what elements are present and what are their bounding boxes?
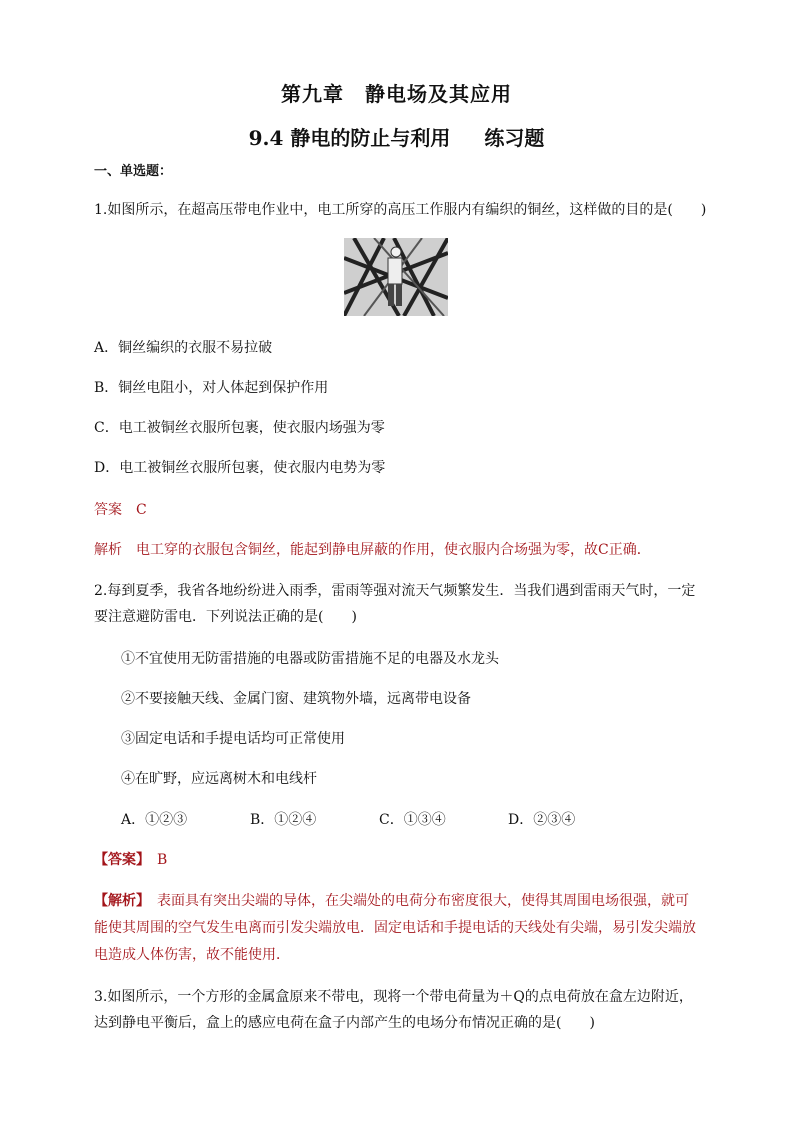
lesson-title xyxy=(0,122,793,151)
q2-stem-1: 2.每到夏季，我省各地纷纷进入雨季，雷雨等强对流天气频繁发生．当我们遇到雷雨天气时，一定 xyxy=(94,583,696,599)
q1-option-c: C．电工被铜丝衣服所包裹，使衣服内场强为零 xyxy=(94,420,385,436)
q2-item-3: ③固定电话和手提电话均可正常使用 xyxy=(121,731,345,747)
q1-answer xyxy=(94,500,147,520)
q2-option-c: C．①③④ xyxy=(379,812,446,828)
q2-options xyxy=(121,810,637,830)
q2-stem-2: 要注意避防雷电．下列说法正确的是( ) xyxy=(94,609,357,625)
q2-option-a: A．①②③ xyxy=(121,812,188,828)
q1-analysis-text: 电工穿的衣服包含铜丝，能起到静电屏蔽的作用，使衣服内合场强为零，故C正确． xyxy=(136,542,651,558)
q3-stem-2: 达到静电平衡后，盒上的感应电荷在盒子内部产生的电场分布情况正确的是( ) xyxy=(94,1015,595,1031)
q3-stem-1: 3.如图所示，一个方形的金属盒原来不带电，现将一个带电荷量为＋Q的点电荷放在盒左边附近， xyxy=(94,989,693,1005)
lesson-suffix: 练习题 xyxy=(484,126,545,150)
q2-analysis-2: 能使其周围的空气发生电离而引发尖端放电．固定电话和手提电话的天线处有尖端，易引发尖端放 xyxy=(94,920,696,936)
q2-option-d: D．②③④ xyxy=(508,812,576,828)
q2-answer xyxy=(94,850,167,870)
q2-option-b: B．①②④ xyxy=(250,812,317,828)
q1-stem: 1.如图所示，在超高压带电作业中，电工所穿的高压工作服内有编织的铜丝，这样做的目的是( ) xyxy=(94,202,707,218)
q1-option-b: B．铜丝电阻小，对人体起到保护作用 xyxy=(94,380,329,396)
lesson-number: 9.4 静电的防止与利用 xyxy=(248,126,451,150)
q2-answer-value: B xyxy=(157,852,168,868)
q2-analysis-1 xyxy=(94,891,689,911)
q2-analysis-label: 【解析】 xyxy=(94,893,143,909)
q1-answer-label: 答案 xyxy=(94,502,122,518)
q2-item-4: ④在旷野，应远离树木和电线杆 xyxy=(121,771,317,787)
q2-answer-label: 【答案】 xyxy=(94,852,143,868)
q1-answer-value: C xyxy=(136,502,147,518)
electrician-photo xyxy=(344,238,448,316)
q2-item-2: ②不要接触天线、金属门窗、建筑物外墙，远离带电设备 xyxy=(121,691,471,707)
q2-analysis-text-1: 表面具有突出尖端的导体，在尖端处的电荷分布密度很大，使得其周围电场很强，就可 xyxy=(157,893,689,909)
q1-option-d: D．电工被铜丝衣服所包裹，使衣服内电势为零 xyxy=(94,460,386,476)
q2-item-1: ①不宜使用无防雷措施的电器或防雷措施不足的电器及水龙头 xyxy=(121,651,499,667)
q2-analysis-3: 电造成人体伤害，故不能使用． xyxy=(94,947,290,963)
q1-option-a: A．铜丝编织的衣服不易拉破 xyxy=(94,340,273,356)
section-heading: 一、单选题： xyxy=(94,164,173,179)
q1-analysis-label: 解析 xyxy=(94,542,122,558)
chapter-title: 第九章 静电场及其应用 xyxy=(281,82,512,106)
q1-analysis xyxy=(94,540,651,560)
